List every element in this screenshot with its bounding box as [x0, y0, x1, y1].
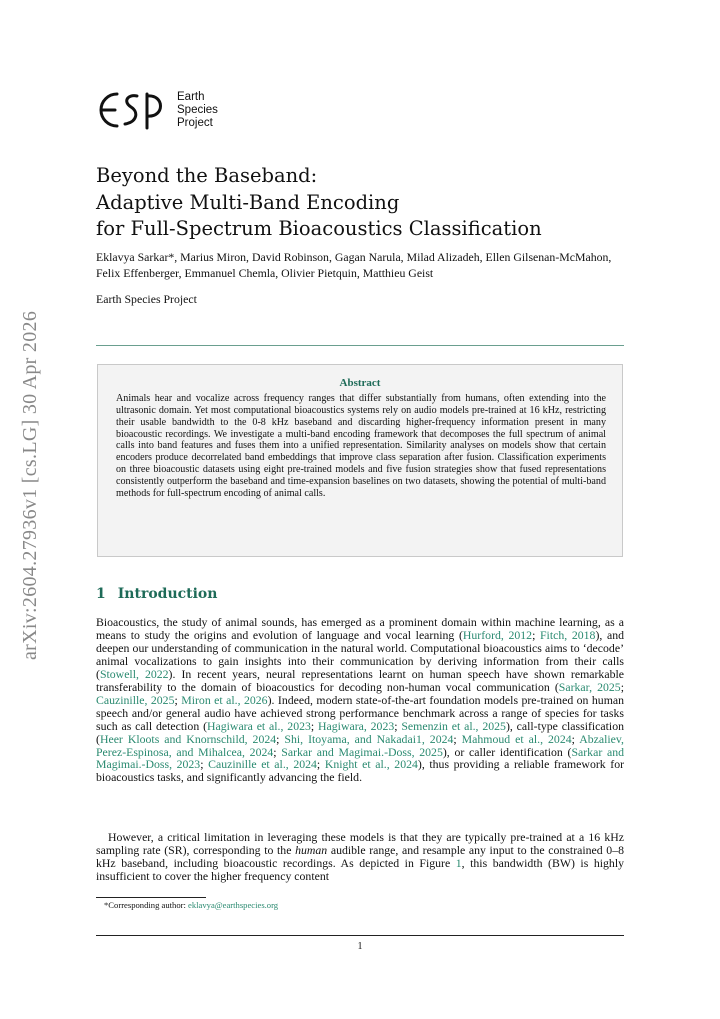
paper-title [96, 163, 626, 243]
body-text: audible range, and resample any input to the constrained 0–8 kHz baseband, including bioacoustic recordings. As depicted in Figure [96, 842, 625, 870]
logo-line-project: Project [177, 116, 213, 129]
citation-link[interactable]: Miron et al., 2026 [181, 692, 268, 707]
citation-link[interactable]: Heer Kloots and Knornschild, 2024 [99, 731, 277, 746]
section-title: Introduction [117, 586, 218, 602]
citation-link[interactable]: Shi, Itoyama, and Nakadai1, 2024 [284, 731, 454, 746]
citation-link[interactable]: Cauzinille, 2025 [96, 692, 175, 707]
abstract-heading: Abstract [339, 377, 381, 389]
body-text: ), or caller identification ( [442, 744, 572, 759]
citation-link[interactable]: Hurford, 2012 [462, 627, 533, 642]
citation-link[interactable]: Semenzin et al., 2025 [401, 718, 506, 733]
emphasis-text: human [295, 842, 328, 857]
author-list: Eklavya Sarkar*, Marius Miron, David Robinson, Gagan Narula, Milad Alizadeh, Ellen Gilsenan-McMahon, Felix Effenberger, Emmanuel Chemla, Olivier Pietquin, Matthieu Geist [96, 250, 612, 280]
body-text: ). Indeed, modern state-of-the-art foundation models pre-trained on human speech and/or general audio have achieved strong performance benchmark across a range of species for tasks such as call detection ( [96, 692, 625, 733]
logo-line-species: Species [177, 103, 218, 116]
separator: ; [620, 679, 624, 694]
body-text: However, a critical limitation in leveraging these models is that they are typically pre-trained at a 16 kHz sampling rate (SR), corresponding to the [96, 830, 624, 857]
citation-link[interactable]: Sarkar and Magimai.-Doss, 2023 [96, 744, 624, 772]
citation-link[interactable]: Fitch, 2018 [540, 627, 596, 642]
title-line-2: Adaptive Multi-Band Encoding [96, 190, 400, 214]
body-text: , this bandwidth (BW) is highly insufficient to cover the higher frequency content [96, 855, 624, 883]
title-line-3: for Full-Spectrum Bioacoustics Classification [96, 217, 542, 240]
separator: ; [273, 744, 282, 759]
body-text: ), call-type classification ( [96, 718, 624, 746]
separator: ; [276, 731, 285, 746]
earth-species-project-logo [97, 88, 218, 132]
abstract-text: Animals hear and vocalize across frequency ranges that differ substantially from humans, often extending into the ultrasonic domain. Yet most computational bioacoustics systems rely on audio models pre-trained at 16 kHz, restricting their usable bandwidth to the 0-8 kHz baseband and discarding higher-frequency information present in many bioacoustic recordings. We investigate a multi-band encoding framework that decomposes the full spectrum of animal calls into band features and fuses them into a unified representation. Similarity analyses on models show that certain encoders produce decorrelated band embeddings that improve class separation after fusion. Classification experiments on three bioacoustic datasets using eight pre-trained models and five fusion strategies show that fused representations consistently outperform the baseband and time-expansion baselines on two datasets, showing the potential of multi-band methods for full-spectrum encoding of animal calls. [116, 393, 606, 499]
separator: ; [316, 757, 325, 772]
figure-reference-link[interactable]: 1 [455, 855, 462, 870]
footnote-divider [96, 897, 206, 898]
body-text: ). In recent years, neural representations learnt on human speech have shown remarkable transferability to the domain of bioacoustics for decoding non-human vocal communication ( [96, 666, 624, 694]
citation-link[interactable]: Sarkar and Magimai.-Doss, 2025 [281, 744, 443, 759]
arxiv-margin-stamp: arXiv:2604.27936v1 [cs.LG] 30 Apr 2026 [19, 310, 41, 660]
header-divider [96, 345, 624, 346]
body-text: Bioacoustics, the study of animal sounds, has emerged as a prominent domain within machine learning, as a means to study the origins and evolution of language and vocal learning ( [96, 615, 624, 642]
title-line-1: Beyond the Baseband: [96, 164, 318, 187]
footnote [104, 900, 278, 910]
logo-line-earth: Earth [177, 90, 205, 103]
citation-link[interactable]: Hagiwara et al., 2023 [207, 718, 311, 733]
footnote-label: *Corresponding author: [104, 900, 189, 910]
section-number: 1 [96, 586, 106, 602]
separator: ; [532, 627, 540, 642]
separator: ; [174, 692, 182, 707]
intro-paragraph-1 [96, 616, 624, 784]
email-link[interactable]: eklavya@earthspecies.org [188, 900, 279, 910]
affiliation: Earth Species Project [96, 292, 197, 306]
citation-link[interactable]: Stowell, 2022 [99, 666, 169, 681]
footer-divider [96, 935, 624, 936]
logo-wordmark [177, 91, 218, 130]
section-heading-introduction [96, 586, 217, 602]
esp-logo-icon [97, 88, 167, 132]
separator: ; [200, 757, 209, 772]
body-text: ), thus providing a reliable framework for bioacoustics tasks, and significantly advancing the field. [96, 757, 625, 785]
page-number: 1 [357, 941, 363, 952]
body-text: ), and deepen our understanding of communication in the natural world. Computational bioacoustics aims to ‘decode’ animal vocalizations to gain insights into their communication by deriving information from their calls ( [96, 627, 624, 681]
separator: ; [394, 718, 402, 733]
separator: ; [310, 718, 319, 733]
citation-link[interactable]: Hagiwara, 2023 [318, 718, 395, 733]
intro-paragraph-2 [96, 831, 624, 883]
separator: ; [571, 731, 580, 746]
abstract-box [97, 364, 623, 557]
citation-link[interactable]: Abzaliev, Perez-Espinosa, and Mihalcea, 2024 [96, 731, 624, 759]
citation-link[interactable]: Knight et al., 2024 [324, 757, 418, 772]
citation-link[interactable]: Cauzinille et al., 2024 [208, 757, 317, 772]
citation-link[interactable]: Sarkar, 2025 [558, 679, 621, 694]
citation-link[interactable]: Mahmoud et al., 2024 [461, 731, 572, 746]
separator: ; [453, 731, 462, 746]
